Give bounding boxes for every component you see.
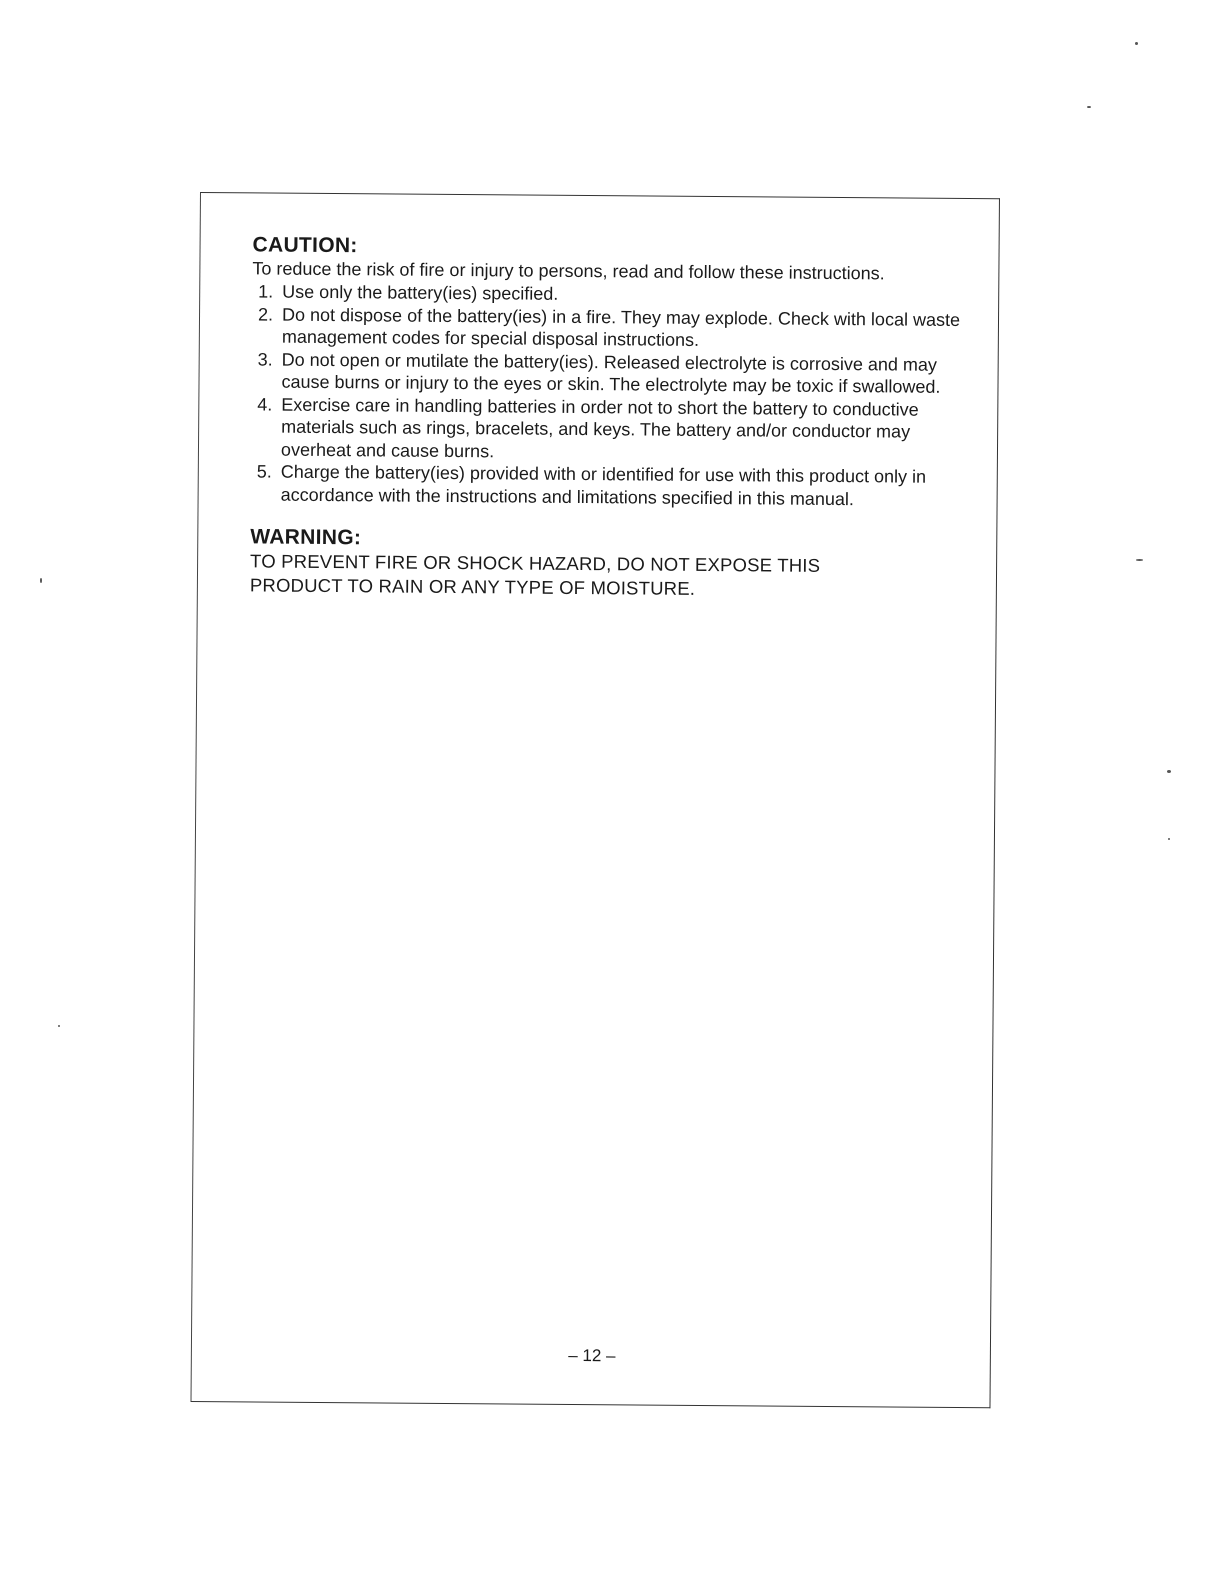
caution-intro: To reduce the risk of fire or injury to persons, read and follow these instructions. — [252, 258, 885, 284]
item-number: 5. — [256, 461, 272, 482]
warning-section — [250, 525, 971, 603]
item-text: Use only the battery(ies) specified. — [282, 281, 559, 304]
scan-speck — [58, 1025, 60, 1027]
caution-list — [251, 280, 973, 511]
page-content — [250, 233, 973, 603]
item-text: Charge the battery(ies) provided with or identified for use with this product only in accordance with the instructions and limitations specified in this manual. — [280, 461, 927, 509]
warning-text: TO PREVENT FIRE OR SHOCK HAZARD, DO NOT EXPOSE THIS PRODUCT TO RAIN OR ANY TYPE OF MOISTURE. — [249, 550, 821, 599]
caution-item-3 — [251, 348, 971, 399]
caution-item-4 — [251, 393, 972, 466]
item-text: Do not dispose of the battery(ies) in a fire. They may explode. Check with local waste management codes for special disposal instructions. — [281, 304, 961, 350]
item-number: 4. — [257, 393, 273, 415]
scan-speck — [40, 578, 42, 583]
item-number: 1. — [258, 281, 274, 302]
item-text: Do not open or mutilate the battery(ies). Released electrolyte is corrosive and may cause burns or injury to the eyes or skin. The electrolyte may be toxic if swallowed. — [281, 349, 941, 397]
scan-speck — [1136, 559, 1143, 561]
scan-speck — [1087, 106, 1091, 108]
caution-heading: CAUTION: — [252, 233, 358, 258]
warning-heading: WARNING: — [250, 525, 362, 550]
item-text: Exercise care in handling batteries in order not to short the battery to conductive materials such as rings, bracelets, and keys. The battery and/or conductor may overheat and cause burns. — [280, 394, 919, 461]
item-number: 3. — [257, 348, 273, 370]
scan-speck — [1167, 770, 1171, 773]
scan-speck — [1135, 42, 1138, 45]
caution-item-2 — [252, 303, 972, 354]
page-number: – 12 – — [568, 1345, 616, 1366]
caution-section — [251, 233, 973, 511]
caution-item-5 — [251, 460, 971, 511]
scan-speck — [1168, 838, 1170, 840]
page-frame — [190, 192, 999, 1408]
item-number: 2. — [257, 303, 274, 325]
